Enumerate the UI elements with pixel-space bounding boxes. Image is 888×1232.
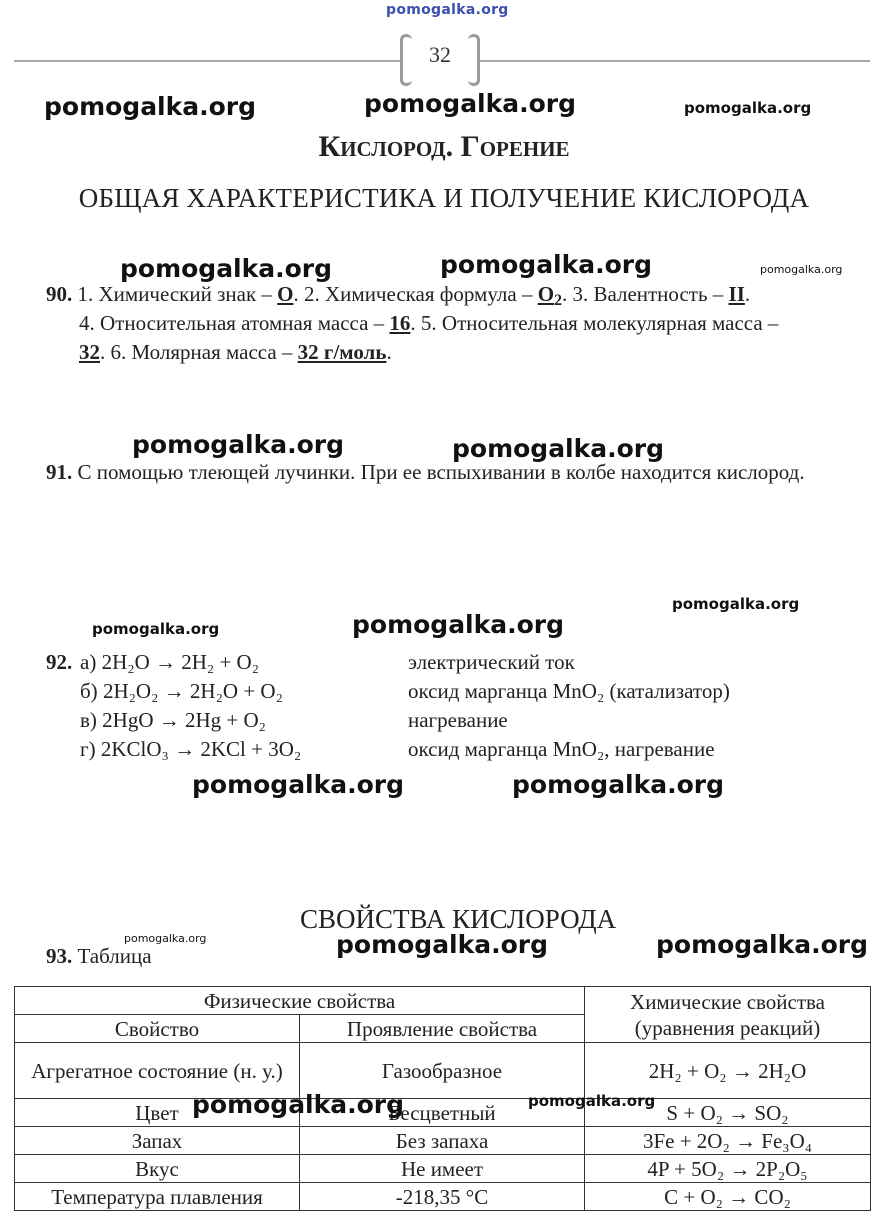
reaction-row: [80, 648, 259, 677]
reaction-letter: б): [80, 679, 98, 703]
reaction-equation: 2KClO₃ → 2KCl + 3O₂: [100, 737, 302, 761]
task-text: Таблица: [77, 944, 152, 968]
watermark: pomogalka.org: [192, 770, 405, 799]
header-property: Свойство: [15, 1015, 300, 1043]
cell-value: Не имеет: [300, 1155, 585, 1183]
reaction-condition: электрический ток: [408, 650, 575, 674]
watermark: pomogalka.org: [672, 595, 800, 613]
cell-value: Газообразное: [300, 1043, 585, 1099]
cell-value: Без запаха: [300, 1127, 585, 1155]
table-row: [15, 1099, 871, 1127]
task-text: . 3. Валентность –: [561, 282, 724, 306]
header-physical: Физические свойства: [15, 987, 585, 1015]
header-site-link[interactable]: pomogalka.org: [386, 2, 509, 18]
reaction-equation: 2H₂O₂ → 2H₂O + O₂: [102, 679, 283, 703]
answer: 32: [79, 340, 100, 364]
watermark: pomogalka.org: [336, 930, 549, 959]
cell-property: Температура плавления: [15, 1183, 300, 1211]
section-title: ОБЩАЯ ХАРАКТЕРИСТИКА И ПОЛУЧЕНИЕ КИСЛОРОДА: [78, 183, 810, 213]
cell-property: Агрегатное состояние (н. у.): [15, 1043, 300, 1099]
task-91: [46, 458, 870, 487]
task-text: . 6. Молярная масса –: [100, 340, 293, 364]
chapter-title: Кислород. Горение: [318, 130, 570, 163]
task-number: 90.: [46, 282, 73, 306]
reaction-row: [80, 735, 301, 764]
cell-reaction: 4P + 5O₂ → 2P₂O₅: [585, 1155, 871, 1183]
task-text: . 5. Относительная молекулярная масса –: [410, 311, 779, 335]
task-93: [46, 942, 152, 971]
task-number: 91.: [46, 460, 73, 484]
watermark: pomogalka.org: [684, 99, 812, 117]
answer: 32 г/моль: [297, 340, 387, 364]
watermark: pomogalka.org: [352, 610, 565, 639]
header-manifestation: Проявление свойства: [300, 1015, 585, 1043]
watermark: pomogalka.org: [124, 932, 207, 945]
reaction-condition: оксид марганца MnO₂ (катализатор): [408, 679, 730, 703]
task-number: 93.: [46, 944, 73, 968]
reaction-letter: а): [80, 650, 97, 674]
reaction-row: [80, 706, 266, 735]
header-chemical: Химические свойства (уравнения реакций): [585, 987, 871, 1043]
task-text: . 2. Химическая формула –: [293, 282, 533, 306]
table-row: [15, 1043, 871, 1099]
task-text: .: [744, 282, 751, 306]
cell-value: -218,35 °C: [300, 1183, 585, 1211]
watermark: pomogalka.org: [760, 263, 843, 276]
task-text: 1. Химический знак –: [77, 282, 272, 306]
task-90: [46, 280, 874, 367]
cell-reaction: 2H₂ + O₂ → 2H₂O: [585, 1043, 871, 1099]
cell-property: Запах: [15, 1127, 300, 1155]
cell-property: Вкус: [15, 1155, 300, 1183]
answer: II: [728, 282, 745, 306]
reaction-equation: 2H₂O → 2H₂ + O₂: [101, 650, 260, 674]
cell-reaction: C + O₂ → CO₂: [585, 1183, 871, 1211]
watermark: pomogalka.org: [44, 92, 257, 121]
watermark: pomogalka.org: [656, 930, 869, 959]
task-number: 92.: [46, 650, 73, 674]
watermark: pomogalka.org: [440, 250, 653, 279]
watermark: pomogalka.org: [364, 89, 577, 118]
cell-value: Бесцветный: [300, 1099, 585, 1127]
cell-reaction: S + O₂ → SO₂: [585, 1099, 871, 1127]
watermark: pomogalka.org: [132, 430, 345, 459]
table-row: [15, 1155, 871, 1183]
table-row: [15, 1127, 871, 1155]
reaction-letter: в): [80, 708, 97, 732]
reaction-row: [80, 677, 283, 706]
page-number: 32: [429, 42, 451, 67]
task-text: .: [386, 340, 392, 364]
answer-main: O: [537, 282, 555, 306]
task-text: 4. Относительная атомная масса –: [79, 311, 385, 335]
section-title: СВОЙСТВА КИСЛОРОДА: [300, 904, 617, 934]
reaction-condition: оксид марганца MnO₂, нагревание: [408, 737, 715, 761]
reaction-equation: 2HgO → 2Hg + O₂: [102, 708, 266, 732]
answer-subscript: 2: [554, 291, 562, 309]
task-text: С помощью тлеющей лучинки. При ее вспыхивании в колбе находится кислород.: [77, 460, 805, 484]
reaction-letter: г): [80, 737, 96, 761]
cell-reaction: 3Fe + 2O₂ → Fe₃O₄: [585, 1127, 871, 1155]
table-row: [15, 1183, 871, 1211]
answer: O: [277, 282, 294, 306]
watermark: pomogalka.org: [192, 1090, 405, 1119]
watermark: pomogalka.org: [528, 1092, 656, 1110]
properties-table: [14, 986, 871, 1211]
watermark: pomogalka.org: [120, 254, 333, 283]
watermark: pomogalka.org: [452, 434, 665, 463]
watermark: pomogalka.org: [512, 770, 725, 799]
cell-property: Цвет: [15, 1099, 300, 1127]
watermark: pomogalka.org: [92, 620, 220, 638]
reaction-condition: нагревание: [408, 708, 508, 732]
answer: 16: [389, 311, 411, 335]
answer: [537, 282, 562, 309]
